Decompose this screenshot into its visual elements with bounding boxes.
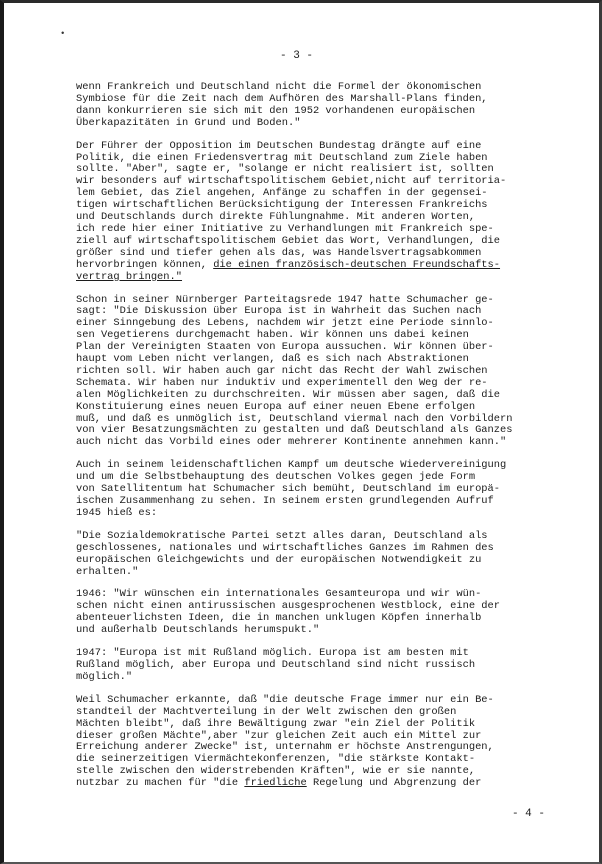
paragraph-2 — [76, 141, 576, 284]
paragraph-2-text: Der Führer der Opposition im Deutschen Bundestag drängte auf eine Politik, die einen Friedensvertrag mit Deutschland zum Ziele haben sollte. "Aber", sagte er, "solange er nicht realisiert ist, sollten wir besonders auf wirtschaftspolitischem Gebiet,nicht auf territoria- lem Gebiet, das Ziel angehen, Anfänge zu schaffen in der gegensei- tigen wirtschaftlichen Berücksichtigung der Interessen Frankreichs und Deutschlands durch direkte Fühlungnahme. Mit anderen Worten, ich rede hier einer Initiative zu Verhandlungen mit Frankreich spe- ziell auf wirtschaftspolitischem Gebiet das Wort, Verhandlungen, die größer sind und tiefer gehen als das, was Handelsvertragsabkommen hervorbringen können, — [76, 139, 507, 271]
paragraph-8-end: Regelung und Abgrenzung der — [306, 777, 482, 790]
underlined-phrase-continued: vertrag bringen." — [76, 270, 183, 283]
underlined-word: friedliche — [244, 777, 307, 790]
paragraph-1: wenn Frankreich und Deutschland nicht die Formel der ökonomischen Symbiose für die Zeit nach dem Aufhören des Marshall-Plans finden, dann konkurrieren sie sich mit den 1952 vorhandenen europäischen Überkapazitäten in Grund und Boden." — [76, 81, 488, 129]
quote-1945: "Die Sozialdemokratische Partei setzt alles daran, Deutschland als geschlossenes, nationales und wirtschaftliches Ganzes im Rahmen des europäischen Gleichgewichts und der europäischen Notwendigkeit zu erhalten." — [76, 529, 494, 578]
quote-1946: 1946: "Wir wünschen ein internationales Gesamteuropa und wir wün- schen nicht einen antirussischen ausgesprochenen Westblock, eine der abenteuerlichsten Ideen, die in manchen unklugen Köpfen innerhalb und außerhalb Deutschlands herumspukt." — [76, 588, 501, 637]
margin-mark: • — [60, 29, 66, 39]
page-body — [76, 82, 576, 801]
quote-1947: 1947: "Europa ist mit Rußland möglich. Europa ist am besten mit Rußland möglich, aber Europa und Deutschland sind nicht russisch möglich." — [76, 647, 476, 683]
paragraph-4: Auch in seinem leidenschaftlichen Kampf um deutsche Wiedervereinigung und um die Selbstbehauptung des deutschen Volkes gegen jede Form von Satellitentum hat Schumacher sich bemüht, Deutschland im europä- ischen Zusammenhang zu sehen. In seinem ersten grundlegenden Aufruf 1945 hieß es: — [76, 459, 507, 519]
paragraph-3: Schon in seiner Nürnberger Parteitagsrede 1947 hatte Schumacher ge- sagt: "Die Diskussion über Europa ist in Wahrheit das Suchen nach einer Sinngebung des Lebens, nachdem wir jetzt eine Periode sinnlo- sen Vegetierens durchgemacht haben. Wir können uns dabei keinen Plan der Vereinigten Staaten von Europa aussuchen. Wir können über- haupt vom Leben nicht verlangen, daß es sich nach Abstraktionen richten soll. Wir haben auch gar nicht das Recht der Wahl zwischen Schemata. Wir haben nur induktiv und experimentell den Weg der re- alen Möglichkeiten zu durchschreiten. Wir müssen aber sagen, daß die Konstituierung eines neuen Europa auf einer neuen Ebene erfolgen muß, und daß es unmöglich ist, Deutschland viermal nach den Vorbildern von vier Besatzungsmächten zu gestalten und daß Deutschland als Ganzes auch nicht das Vorbild eines oder mehrerer Kontinente annehmen kann." — [76, 293, 513, 449]
next-page-number: - 4 - — [511, 808, 545, 820]
underlined-phrase: die einen französisch-deutschen Freundschafts- — [213, 258, 501, 271]
page-number: - 3 - — [280, 50, 314, 62]
paragraph-8 — [76, 695, 576, 790]
paragraph-8-text: Weil Schumacher erkannte, daß "die deutsche Frage immer nur ein Be- standteil der Machtverteilung in der Welt zwischen den großen Mächten bleibt", daß ihre Bewältigung zwar "ein Ziel der Politik dieser großen Mächte",aber "zur gleichen Zeit auch ein Mittel zur Erreichung anderer Zwecke" ist, unternahm er höchste Anstrengungen, die seinerzeitigen Viermächtekonferenzen, "die stärkste Kontakt- stelle zwischen den widerstrebenden Kräften", wie er sie nannte, nutzbar zu machen für "die — [76, 693, 494, 790]
